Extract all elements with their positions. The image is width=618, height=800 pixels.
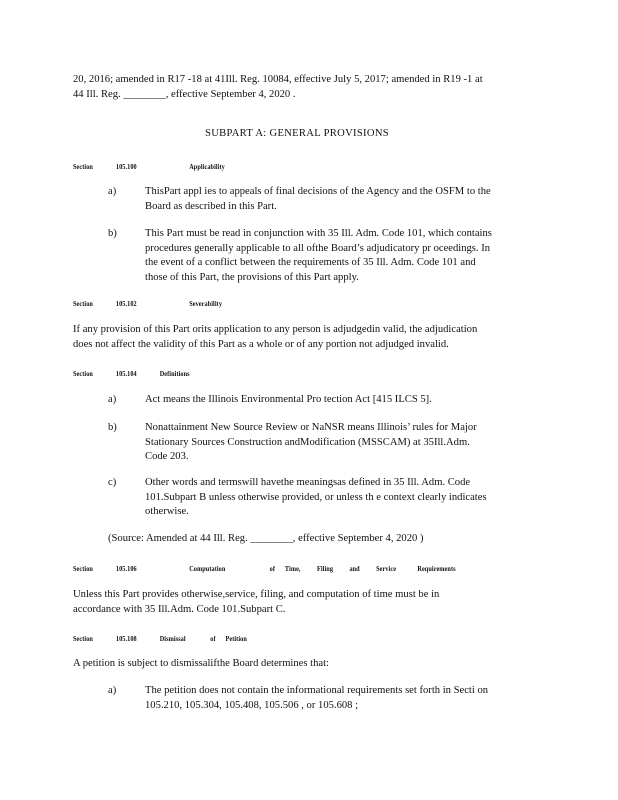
item-marker: b) bbox=[108, 228, 117, 239]
item-text-line: Act means the Illinois Environmental Pro tection Act [415 ILCS 5]. bbox=[145, 394, 432, 405]
section-title-word: of bbox=[269, 564, 276, 573]
section-heading bbox=[73, 367, 190, 382]
item-text-line: Nonattainment New Source Review or NaNSR means Illinois’ rules for Major bbox=[145, 422, 477, 433]
section-number: 105.100 bbox=[115, 162, 137, 171]
item-text-line: otherwise. bbox=[145, 506, 189, 518]
section-title-word: Petition bbox=[225, 634, 247, 643]
item-text-line: procedures generally applicable to all ofthe Board’s adjudicatory pr oceedings. In bbox=[145, 242, 491, 254]
item-text-line: 105.210, 105.304, 105.408, 105.506 , or 105.608 ; bbox=[145, 699, 359, 711]
item-marker: b) bbox=[108, 422, 117, 433]
section-body bbox=[73, 657, 329, 672]
section-heading bbox=[73, 632, 247, 647]
body-line: Unless this Part provides otherwise,service, filing, and computation of time must be in bbox=[73, 589, 440, 600]
item-text-line: This Part must be read in conjunction with 35 Ill. Adm. Code 101, which contains bbox=[145, 228, 492, 239]
item-marker: a) bbox=[108, 186, 117, 197]
body-line: A petition is subject to dismissalifthe Board determines that: bbox=[73, 658, 329, 669]
section-heading bbox=[73, 562, 456, 577]
section-number: 105.106 bbox=[115, 564, 137, 573]
section-heading bbox=[73, 297, 222, 312]
amendment-history bbox=[73, 73, 533, 102]
item-marker: c) bbox=[108, 477, 117, 488]
body-line: does not affect the validity of this Part as a whole or of any portion not adjudged invalid. bbox=[73, 338, 449, 350]
section-number: 105.102 bbox=[115, 299, 137, 308]
list-item bbox=[145, 684, 488, 713]
section-heading bbox=[73, 160, 225, 175]
section-number: 105.104 bbox=[115, 369, 137, 378]
item-text-line: those of this Part, the provisions of this Part apply. bbox=[145, 271, 359, 283]
item-marker: a) bbox=[108, 394, 117, 405]
section-title-word: Dismissal bbox=[159, 634, 186, 643]
item-text-line: Code 203. bbox=[145, 451, 189, 463]
section-label: Section bbox=[73, 564, 93, 573]
source-note bbox=[108, 532, 423, 547]
section-title-word: Requirements bbox=[417, 564, 456, 573]
section-body bbox=[73, 588, 439, 617]
list-item bbox=[145, 227, 492, 285]
list-item bbox=[145, 476, 487, 520]
amendment-line: 44 Ill. Reg. ________, effective September 4, 2020 . bbox=[73, 88, 296, 100]
item-text-line: Board as described in this Part. bbox=[145, 200, 277, 212]
body-line: accordance with 35 Ill.Adm. Code 101.Subpart C. bbox=[73, 603, 286, 615]
section-title-word: Computation bbox=[189, 564, 226, 573]
list-item bbox=[145, 393, 432, 408]
section-body bbox=[73, 323, 477, 352]
list-item bbox=[145, 421, 477, 465]
section-label: Section bbox=[73, 162, 93, 171]
item-text-line: Stationary Sources Construction andModification (MSSCAM) at 35Ill.Adm. bbox=[145, 436, 470, 448]
section-title-word: and bbox=[349, 564, 360, 573]
item-text-line: 101.Subpart B unless otherwise provided, or unless th e context clearly indicates bbox=[145, 491, 487, 503]
list-item bbox=[145, 185, 491, 214]
body-line: If any provision of this Part orits application to any person is adjudgedin valid, the adjudication bbox=[73, 324, 478, 335]
section-title: Applicability bbox=[189, 162, 225, 171]
section-title-word: Time, bbox=[284, 564, 301, 573]
item-text-line: Other words and termswill havethe meaningsas defined in 35 Ill. Adm. Code bbox=[145, 477, 471, 488]
section-number: 105.108 bbox=[115, 634, 137, 643]
section-title-word: Service bbox=[376, 564, 397, 573]
item-marker: a) bbox=[108, 685, 117, 696]
item-text-line: ThisPart appl ies to appeals of final decisions of the Agency and the OSFM to the bbox=[145, 186, 491, 197]
source-note-text: (Source: Amended at 44 Ill. Reg. ________, effective September 4, 2020 ) bbox=[108, 533, 424, 544]
item-text-line: The petition does not contain the informational requirements set forth in Secti on bbox=[145, 685, 489, 696]
item-text-line: the event of a conflict between the requirements of 35 Ill. Adm. Code 101 and bbox=[145, 257, 476, 269]
section-label: Section bbox=[73, 369, 93, 378]
section-title-word: of bbox=[210, 634, 216, 643]
subpart-title: SUBPART A: GENERAL PROVISIONS bbox=[205, 128, 389, 139]
amendment-line: 20, 2016; amended in R17 -18 at 41Ill. Reg. 10084, effective July 5, 2017; amended in R19 -1 at bbox=[73, 74, 483, 85]
section-title-word: Filing bbox=[316, 564, 334, 573]
section-title: Definitions bbox=[159, 369, 190, 378]
section-title: Severability bbox=[189, 299, 223, 308]
section-label: Section bbox=[73, 299, 93, 308]
section-label: Section bbox=[73, 634, 93, 643]
